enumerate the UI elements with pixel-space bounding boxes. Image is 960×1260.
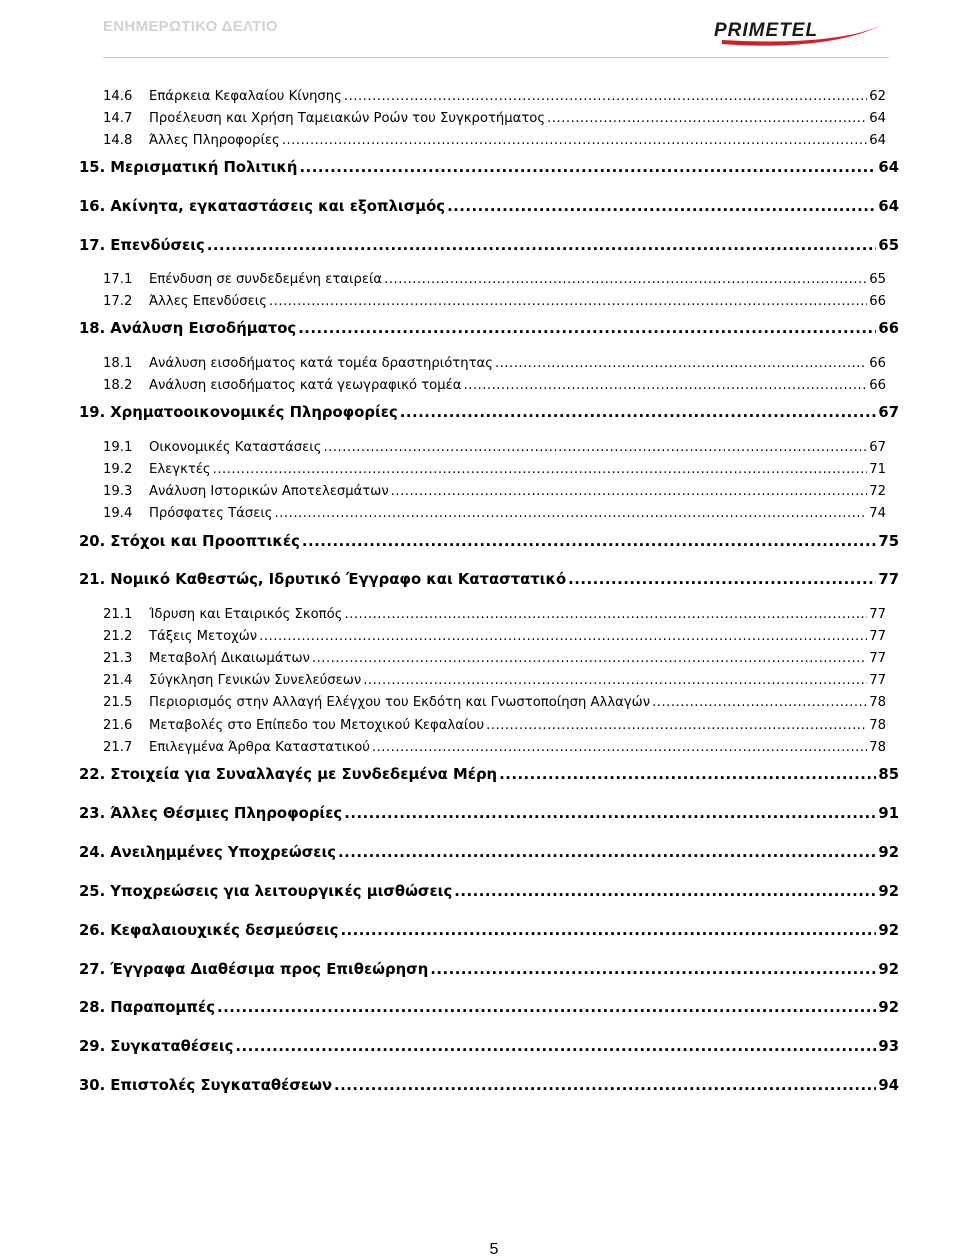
header-divider [103, 57, 889, 58]
toc-leader-dots [344, 805, 876, 822]
toc-entry-page: 92 [878, 922, 899, 939]
toc-entry-page: 77 [869, 607, 886, 622]
toc-entry-number: 30. [79, 1077, 106, 1094]
logo-text: PRIMETEL [714, 20, 819, 41]
toc-entry-title: Σύγκληση Γενικών Συνελεύσεων [149, 673, 362, 688]
toc-entry-number: 14.7 [103, 111, 133, 126]
toc-entry-page: 64 [869, 133, 886, 148]
toc-entry-page: 77 [878, 571, 899, 588]
toc-leader-dots [235, 1038, 876, 1055]
toc-entry-page: 77 [869, 629, 886, 644]
toc-entry[interactable] [103, 440, 886, 458]
toc-entry-title: Ανάλυση εισοδήματος κατά γεωγραφικό τομέα [149, 378, 462, 393]
toc-leader-dots [391, 484, 868, 499]
toc-entry-title: Περιορισμός στην Αλλαγή Ελέγχου του Εκδότη και Γνωστοποίηση Αλλαγών [149, 695, 651, 710]
toc-entry[interactable] [103, 718, 886, 736]
toc-entry-title: Επιλεγμένα Άρθρα Καταστατικού [149, 740, 370, 755]
toc-entry[interactable] [103, 629, 886, 647]
toc-leader-dots [207, 237, 877, 254]
toc-entry-number: 14.6 [103, 89, 133, 104]
toc-entry[interactable] [103, 89, 886, 107]
toc-entry[interactable] [103, 133, 886, 151]
toc-entry-number: 16. [79, 198, 106, 215]
toc-entry-title: Τάξεις Μετοχών [149, 629, 258, 644]
toc-entry-number: 24. [79, 844, 106, 861]
toc-entry-page: 66 [869, 294, 886, 309]
toc-entry-title: Ανειλημμένες Υποχρεώσεις [110, 844, 337, 861]
toc-entry-page: 92 [878, 844, 899, 861]
toc-entry-title: Ανάλυση Ιστορικών Αποτελεσμάτων [149, 484, 389, 499]
toc-entry[interactable] [79, 844, 899, 864]
toc-entry[interactable] [79, 766, 899, 786]
toc-entry-page: 67 [878, 404, 899, 421]
toc-entry[interactable] [79, 961, 899, 981]
toc-entry-page: 92 [878, 999, 899, 1016]
toc-entry-number: 28. [79, 999, 106, 1016]
toc-entry-title: Υποχρεώσεις για λειτουργικές μισθώσεις [110, 883, 453, 900]
toc-entry-title: Παραπομπές [110, 999, 215, 1016]
toc-entry-number: 18.1 [103, 356, 133, 371]
toc-leader-dots [486, 718, 867, 733]
toc-entry-page: 77 [869, 673, 886, 688]
toc-leader-dots [259, 629, 867, 644]
toc-leader-dots [568, 571, 876, 588]
toc-entry-page: 66 [869, 356, 886, 371]
toc-entry[interactable] [79, 404, 899, 424]
toc-entry[interactable] [103, 356, 886, 374]
toc-entry[interactable] [79, 320, 899, 340]
toc-entry[interactable] [79, 922, 899, 942]
toc-entry-number: 25. [79, 883, 106, 900]
toc-entry[interactable] [79, 883, 899, 903]
toc-entry-page: 62 [869, 89, 886, 104]
toc-entry[interactable] [79, 198, 899, 218]
toc-entry-title: Στοιχεία για Συναλλαγές με Συνδεδεμένα Μέρη [110, 766, 498, 783]
toc-entry-number: 22. [79, 766, 106, 783]
toc-leader-dots [400, 404, 877, 421]
toc-leader-dots [463, 378, 867, 393]
toc-entry-page: 67 [869, 440, 886, 455]
toc-entry-title: Άλλες Θέσμιες Πληροφορίες [110, 805, 343, 822]
toc-entry-page: 65 [869, 272, 886, 287]
toc-entry-number: 21.3 [103, 651, 133, 666]
toc-entry[interactable] [79, 533, 899, 553]
toc-leader-dots [269, 294, 867, 309]
toc-entry[interactable] [103, 607, 886, 625]
toc-leader-dots [495, 356, 867, 371]
toc-entry-title: Προέλευση και Χρήση Ταμειακών Ροών του Συγκροτήματος [149, 111, 546, 126]
toc-entry[interactable] [103, 111, 886, 129]
toc-entry-page: 94 [878, 1077, 899, 1094]
toc-entry-title: Οικονομικές Καταστάσεις [149, 440, 322, 455]
toc-entry[interactable] [79, 159, 899, 179]
toc-entry-title: Άλλες Επενδύσεις [149, 294, 267, 309]
toc-entry-page: 92 [878, 961, 899, 978]
toc-entry-page: 66 [878, 320, 899, 337]
toc-entry[interactable] [103, 673, 886, 691]
toc-entry-title: Στόχοι και Προοπτικές [110, 533, 300, 550]
toc-entry[interactable] [79, 999, 899, 1019]
toc-entry-title: Ακίνητα, εγκαταστάσεις και εξοπλισμός [110, 198, 446, 215]
toc-entry[interactable] [103, 294, 886, 312]
toc-entry-number: 26. [79, 922, 106, 939]
toc-entry[interactable] [103, 651, 886, 669]
toc-entry-page: 85 [878, 766, 899, 783]
toc-entry-number: 19.3 [103, 484, 133, 499]
toc-entry-title: Πρόσφατες Τάσεις [149, 506, 273, 521]
toc-leader-dots [384, 272, 867, 287]
document-header-title: ΕΝΗΜΕΡΩΤΙΚΟ ΔΕΛΤΙΟ [103, 18, 278, 35]
toc-entry-page: 91 [878, 805, 899, 822]
toc-entry-title: Επένδυση σε συνδεδεμένη εταιρεία [149, 272, 383, 287]
toc-entry-number: 23. [79, 805, 106, 822]
toc-entry[interactable] [103, 740, 886, 758]
toc-entry[interactable] [79, 1077, 899, 1097]
toc-leader-dots [372, 740, 867, 755]
toc-leader-dots [344, 89, 867, 104]
toc-entry-number: 21.4 [103, 673, 133, 688]
toc-entry-number: 19.4 [103, 506, 133, 521]
toc-entry-number: 21.1 [103, 607, 133, 622]
primetel-logo [712, 18, 887, 48]
toc-entry[interactable] [103, 272, 886, 290]
toc-entry[interactable] [103, 484, 886, 502]
toc-leader-dots [323, 440, 867, 455]
toc-entry[interactable] [103, 378, 886, 396]
page-number: 5 [489, 1241, 499, 1258]
toc-entry-number: 29. [79, 1038, 106, 1055]
toc-entry-title: Ελεγκτές [149, 462, 211, 477]
toc-leader-dots [338, 844, 876, 861]
toc-entry-title: Μεταβολές στο Επίπεδο του Μετοχικού Κεφαλαίου [149, 718, 485, 733]
toc-entry-number: 18. [79, 320, 106, 337]
toc-entry-number: 17. [79, 237, 106, 254]
toc-entry[interactable] [79, 805, 899, 825]
toc-leader-dots [312, 651, 867, 666]
toc-entry-title: Μερισματική Πολιτική [110, 159, 298, 176]
toc-entry-number: 27. [79, 961, 106, 978]
toc-entry-page: 66 [869, 378, 886, 393]
toc-entry-title: Χρηματοοικονομικές Πληροφορίες [110, 404, 398, 421]
toc-entry-page: 92 [878, 883, 899, 900]
toc-entry[interactable] [103, 506, 886, 524]
toc-entry-title: Ίδρυση και Εταιρικός Σκοπός [149, 607, 343, 622]
toc-entry[interactable] [79, 1038, 899, 1058]
toc-entry-page: 64 [878, 198, 899, 215]
toc-entry[interactable] [79, 571, 899, 591]
toc-entry-page: 78 [869, 695, 886, 710]
toc-entry-title: Κεφαλαιουχικές δεσμεύσεις [110, 922, 339, 939]
toc-entry-page: 64 [869, 111, 886, 126]
toc-entry-title: Ανάλυση Εισοδήματος [110, 320, 297, 337]
toc-entry-number: 14.8 [103, 133, 133, 148]
toc-entry-page: 74 [869, 506, 886, 521]
toc-entry-number: 17.2 [103, 294, 133, 309]
toc-entry-page: 71 [869, 462, 886, 477]
toc-leader-dots [430, 961, 876, 978]
toc-entry-title: Έγγραφα Διαθέσιμα προς Επιθεώρηση [110, 961, 429, 978]
toc-leader-dots [282, 133, 867, 148]
toc-entry-page: 93 [878, 1038, 899, 1055]
toc-leader-dots [547, 111, 867, 126]
toc-leader-dots [302, 533, 877, 550]
toc-leader-dots [298, 320, 876, 337]
toc-entry-number: 19.1 [103, 440, 133, 455]
toc-entry[interactable] [79, 237, 899, 257]
toc-entry-number: 18.2 [103, 378, 133, 393]
toc-entry-number: 21.7 [103, 740, 133, 755]
toc-entry-page: 77 [869, 651, 886, 666]
toc-entry-page: 78 [869, 740, 886, 755]
toc-entry-title: Άλλες Πληροφορίες [149, 133, 280, 148]
toc-entry-number: 15. [79, 159, 106, 176]
toc-entry-title: Μεταβολή Δικαιωμάτων [149, 651, 310, 666]
toc-entry-number: 17.1 [103, 272, 133, 287]
toc-entry-page: 78 [869, 718, 886, 733]
toc-entry[interactable] [103, 462, 886, 480]
toc-entry-page: 64 [878, 159, 899, 176]
toc-leader-dots [652, 695, 867, 710]
toc-entry-page: 65 [878, 237, 899, 254]
toc-entry[interactable] [103, 695, 886, 713]
toc-entry-title: Νομικό Καθεστώς, Ιδρυτικό Έγγραφο και Καταστατικό [110, 571, 567, 588]
toc-leader-dots [299, 159, 876, 176]
toc-entry-page: 75 [878, 533, 899, 550]
toc-entry-title: Επάρκεια Κεφαλαίου Κίνησης [149, 89, 342, 104]
toc-entry-number: 19. [79, 404, 106, 421]
toc-entry-title: Συγκαταθέσεις [110, 1038, 234, 1055]
toc-leader-dots [454, 883, 876, 900]
toc-leader-dots [217, 999, 876, 1016]
toc-leader-dots [344, 607, 867, 622]
toc-leader-dots [499, 766, 876, 783]
toc-entry-title: Επιστολές Συγκαταθέσεων [110, 1077, 333, 1094]
toc-leader-dots [340, 922, 876, 939]
toc-leader-dots [213, 462, 868, 477]
toc-leader-dots [334, 1077, 876, 1094]
toc-leader-dots [275, 506, 868, 521]
toc-leader-dots [363, 673, 867, 688]
toc-entry-number: 21.2 [103, 629, 133, 644]
toc-entry-title: Ανάλυση εισοδήματος κατά τομέα δραστηριότητας [149, 356, 493, 371]
toc-entry-number: 20. [79, 533, 106, 550]
toc-entry-title: Επενδύσεις [110, 237, 205, 254]
toc-entry-page: 72 [869, 484, 886, 499]
toc-entry-number: 21.6 [103, 718, 133, 733]
toc-leader-dots [447, 198, 876, 215]
toc-entry-number: 21. [79, 571, 106, 588]
toc-entry-number: 19.2 [103, 462, 133, 477]
toc-entry-number: 21.5 [103, 695, 133, 710]
